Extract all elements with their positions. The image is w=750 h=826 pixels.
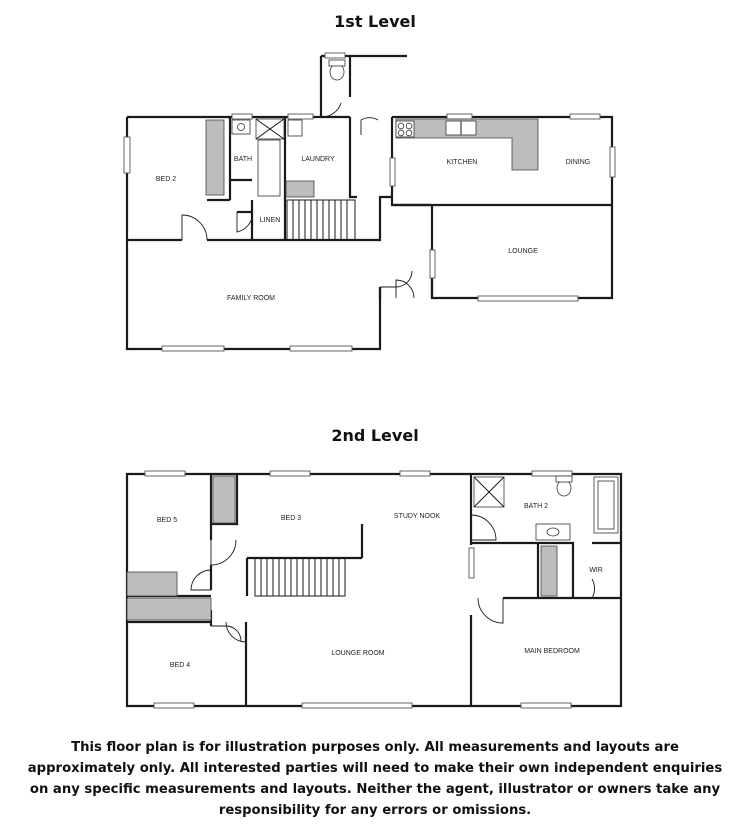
disclaimer-text: This floor plan is for illustration purposes only. All measurements and layouts are approximately only. All interested parties will need to make their own independent enquiries on any specific measurements and layouts. Neither the agent, illustrator or owners take any responsibility for any errors or omissions. [27,740,723,818]
stairs-1 [287,200,355,240]
room-label-laundry: LAUNDRY [301,156,335,163]
room-label-lounge: LOUNGE [508,248,538,255]
stairs-2 [247,524,362,596]
room-label-lounge-room: LOUNGE ROOM [331,650,385,657]
room-label-wir: WIR [589,567,603,574]
room-label-bed-2: BED 2 [155,176,177,183]
room-label-dining: DINING [565,159,591,166]
level-2-plan [127,471,621,708]
room-label-bed-3: BED 3 [280,515,302,522]
room-label-main-bedroom: MAIN BEDROOM [524,648,580,655]
room-label-kitchen: KITCHEN [446,159,478,166]
level-1-title: 1st Level [334,12,416,31]
room-label-family-room: FAMILY ROOM [227,295,275,302]
room-label-bath: BATH [233,156,253,163]
level-1-plan [124,53,615,351]
level-2-title: 2nd Level [331,426,419,445]
room-label-study-nook: STUDY NOOK [393,513,441,520]
room-label-linen: LINEN [259,217,281,224]
room-label-bed-4: BED 4 [169,662,191,669]
room-label-bed-5: BED 5 [156,517,178,524]
room-label-bath-2: BATH 2 [524,503,548,510]
